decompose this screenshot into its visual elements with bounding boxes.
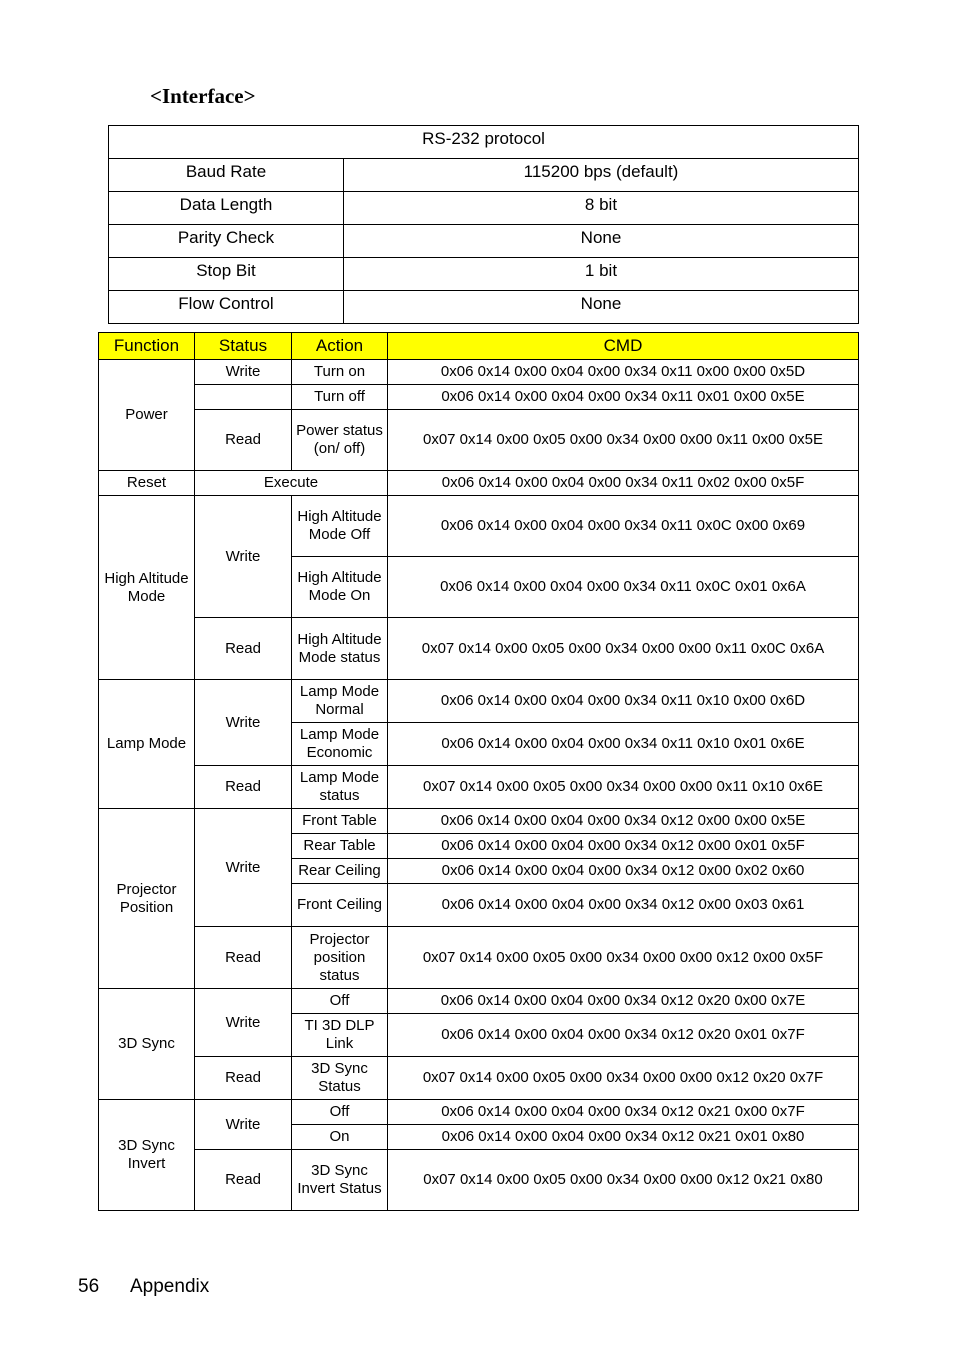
table-row bbox=[99, 1100, 859, 1125]
rs232-title-row bbox=[109, 126, 859, 159]
header-status: Status bbox=[195, 333, 292, 360]
rs232-label: Stop Bit bbox=[109, 258, 344, 291]
table-cell: Rear Table bbox=[292, 834, 388, 859]
rs232-row bbox=[109, 192, 859, 225]
table-cell: Off bbox=[292, 989, 388, 1014]
rs232-value: None bbox=[344, 291, 859, 324]
rs232-row bbox=[109, 159, 859, 192]
table-cell bbox=[195, 385, 292, 410]
table-cell: 0x07 0x14 0x00 0x05 0x00 0x34 0x00 0x00 0x11 0x0C 0x6A bbox=[388, 618, 859, 680]
rs232-value: 115200 bps (default) bbox=[344, 159, 859, 192]
table-row bbox=[99, 766, 859, 809]
page-number: 56 bbox=[78, 1276, 100, 1297]
table-cell: 0x06 0x14 0x00 0x04 0x00 0x34 0x11 0x10 0x00 0x6D bbox=[388, 680, 859, 723]
table-cell: 0x06 0x14 0x00 0x04 0x00 0x34 0x12 0x20 0x01 0x7F bbox=[388, 1014, 859, 1057]
table-row bbox=[99, 618, 859, 680]
table-cell: 0x07 0x14 0x00 0x05 0x00 0x34 0x00 0x00 0x12 0x21 0x80 bbox=[388, 1150, 859, 1211]
table-cell: 0x06 0x14 0x00 0x04 0x00 0x34 0x12 0x00 0x00 0x5E bbox=[388, 809, 859, 834]
table-cell: Write bbox=[195, 680, 292, 766]
header-cmd: CMD bbox=[388, 333, 859, 360]
table-cell: 0x06 0x14 0x00 0x04 0x00 0x34 0x12 0x00 0x02 0x60 bbox=[388, 859, 859, 884]
table-cell: 0x06 0x14 0x00 0x04 0x00 0x34 0x12 0x21 0x00 0x7F bbox=[388, 1100, 859, 1125]
table-cell: 0x06 0x14 0x00 0x04 0x00 0x34 0x11 0x0C 0x00 0x69 bbox=[388, 496, 859, 557]
table-row bbox=[99, 927, 859, 989]
table-cell: Write bbox=[195, 496, 292, 618]
rs232-row bbox=[109, 258, 859, 291]
table-cell: 0x06 0x14 0x00 0x04 0x00 0x34 0x11 0x00 0x00 0x5D bbox=[388, 360, 859, 385]
table-cell: 0x07 0x14 0x00 0x05 0x00 0x34 0x00 0x00 0x12 0x00 0x5F bbox=[388, 927, 859, 989]
table-cell: Read bbox=[195, 618, 292, 680]
table-cell: 0x06 0x14 0x00 0x04 0x00 0x34 0x12 0x00 0x01 0x5F bbox=[388, 834, 859, 859]
table-row bbox=[99, 1057, 859, 1100]
table-cell: 0x07 0x14 0x00 0x05 0x00 0x34 0x00 0x00 0x12 0x20 0x7F bbox=[388, 1057, 859, 1100]
table-cell: Front Ceiling bbox=[292, 884, 388, 927]
table-cell: Projector Position bbox=[99, 809, 195, 989]
table-row bbox=[99, 1150, 859, 1211]
table-row bbox=[99, 989, 859, 1014]
rs232-row bbox=[109, 291, 859, 324]
table-cell: 0x06 0x14 0x00 0x04 0x00 0x34 0x11 0x0C 0x01 0x6A bbox=[388, 557, 859, 618]
table-cell: Write bbox=[195, 809, 292, 927]
table-cell: Read bbox=[195, 1150, 292, 1211]
table-row bbox=[99, 471, 859, 496]
header-function: Function bbox=[99, 333, 195, 360]
table-cell: 3D Sync Invert Status bbox=[292, 1150, 388, 1211]
rs232-value: None bbox=[344, 225, 859, 258]
table-cell: 0x06 0x14 0x00 0x04 0x00 0x34 0x12 0x00 0x03 0x61 bbox=[388, 884, 859, 927]
table-cell: 0x07 0x14 0x00 0x05 0x00 0x34 0x00 0x00 0x11 0x00 0x5E bbox=[388, 410, 859, 471]
table-cell: Write bbox=[195, 1100, 292, 1150]
table-cell: On bbox=[292, 1125, 388, 1150]
table-cell: 3D Sync Status bbox=[292, 1057, 388, 1100]
table-cell: 0x06 0x14 0x00 0x04 0x00 0x34 0x11 0x01 0x00 0x5E bbox=[388, 385, 859, 410]
table-cell: High Altitude Mode bbox=[99, 496, 195, 680]
table-cell: Turn off bbox=[292, 385, 388, 410]
rs232-value: 8 bit bbox=[344, 192, 859, 225]
table-cell: Read bbox=[195, 766, 292, 809]
table-cell: Read bbox=[195, 410, 292, 471]
table-cell: 3D Sync Invert bbox=[99, 1100, 195, 1211]
table-cell: Turn on bbox=[292, 360, 388, 385]
table-cell: Lamp Mode status bbox=[292, 766, 388, 809]
table-cell: Lamp Mode Normal bbox=[292, 680, 388, 723]
table-cell: Execute bbox=[195, 471, 388, 496]
table-row bbox=[99, 385, 859, 410]
table-row bbox=[99, 809, 859, 834]
rs232-title: RS-232 protocol bbox=[109, 126, 859, 159]
rs232-protocol-table bbox=[108, 125, 859, 324]
table-cell: High Altitude Mode Off bbox=[292, 496, 388, 557]
rs232-label: Flow Control bbox=[109, 291, 344, 324]
table-cell: 0x06 0x14 0x00 0x04 0x00 0x34 0x12 0x21 0x01 0x80 bbox=[388, 1125, 859, 1150]
table-cell: Power status (on/ off) bbox=[292, 410, 388, 471]
rs232-label: Data Length bbox=[109, 192, 344, 225]
table-cell: TI 3D DLP Link bbox=[292, 1014, 388, 1057]
command-table-header bbox=[99, 333, 859, 360]
table-cell: 0x06 0x14 0x00 0x04 0x00 0x34 0x12 0x20 0x00 0x7E bbox=[388, 989, 859, 1014]
table-cell: 0x06 0x14 0x00 0x04 0x00 0x34 0x11 0x02 0x00 0x5F bbox=[388, 471, 859, 496]
header-action: Action bbox=[292, 333, 388, 360]
table-row bbox=[99, 680, 859, 723]
table-cell: Rear Ceiling bbox=[292, 859, 388, 884]
rs232-label: Baud Rate bbox=[109, 159, 344, 192]
table-cell: Front Table bbox=[292, 809, 388, 834]
table-cell: Off bbox=[292, 1100, 388, 1125]
rs232-value: 1 bit bbox=[344, 258, 859, 291]
table-cell: 0x07 0x14 0x00 0x05 0x00 0x34 0x00 0x00 0x11 0x10 0x6E bbox=[388, 766, 859, 809]
table-row bbox=[99, 496, 859, 557]
table-cell: Read bbox=[195, 927, 292, 989]
table-cell: 0x06 0x14 0x00 0x04 0x00 0x34 0x11 0x10 0x01 0x6E bbox=[388, 723, 859, 766]
table-cell: Lamp Mode Economic bbox=[292, 723, 388, 766]
table-row bbox=[99, 360, 859, 385]
table-cell: Lamp Mode bbox=[99, 680, 195, 809]
table-row bbox=[99, 410, 859, 471]
table-cell: Write bbox=[195, 360, 292, 385]
command-table bbox=[98, 332, 859, 1211]
table-cell: 3D Sync bbox=[99, 989, 195, 1100]
rs232-row bbox=[109, 225, 859, 258]
table-cell: High Altitude Mode On bbox=[292, 557, 388, 618]
table-cell: High Altitude Mode status bbox=[292, 618, 388, 680]
table-cell: Write bbox=[195, 989, 292, 1057]
table-cell: Reset bbox=[99, 471, 195, 496]
rs232-label: Parity Check bbox=[109, 225, 344, 258]
table-cell: Read bbox=[195, 1057, 292, 1100]
table-cell: Power bbox=[99, 360, 195, 471]
page-heading: <Interface> bbox=[150, 84, 256, 108]
footer-section: Appendix bbox=[130, 1276, 210, 1297]
table-cell: Projector position status bbox=[292, 927, 388, 989]
